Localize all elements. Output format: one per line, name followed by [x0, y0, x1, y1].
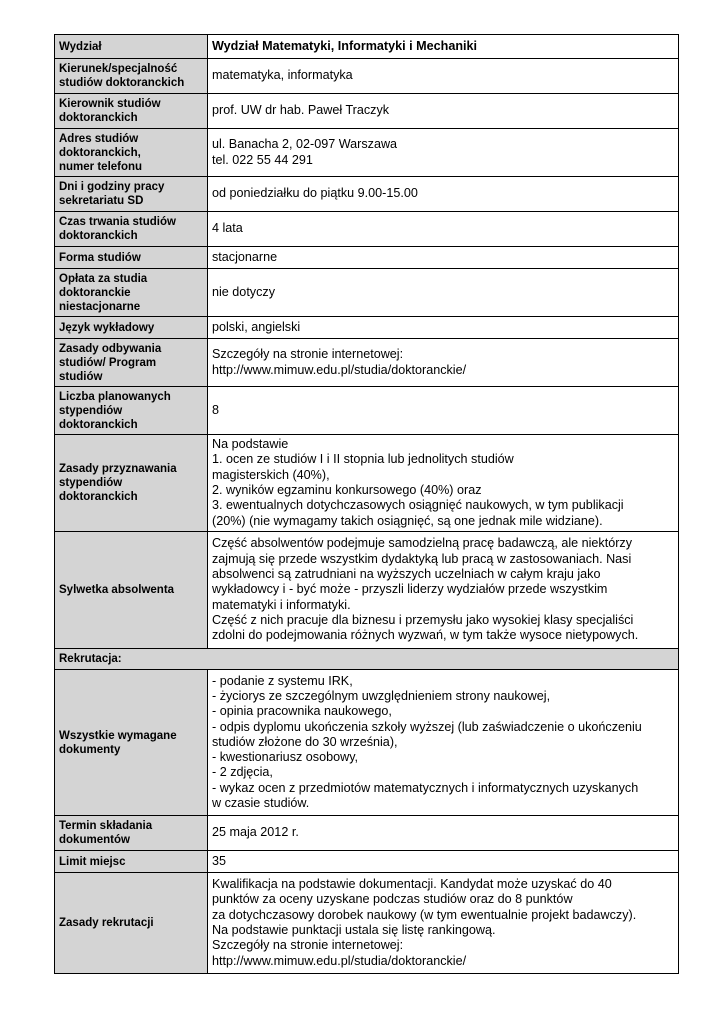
table-row-language	[55, 317, 679, 339]
row-value: nie dotyczy	[208, 269, 679, 317]
table-row-duration	[55, 212, 679, 247]
table-row-fee	[55, 269, 679, 317]
table-row-scholarship-rules	[55, 435, 679, 532]
row-label: Wszystkie wymagane dokumenty	[55, 670, 208, 816]
row-value: matematyka, informatyka	[208, 59, 679, 94]
section-header-recruitment: Rekrutacja:	[55, 649, 679, 670]
row-label: Liczba planowanych stypendiów doktoranckich	[55, 387, 208, 435]
row-label: Dni i godziny pracy sekretariatu SD	[55, 177, 208, 212]
row-value: 8	[208, 387, 679, 435]
doctoral-studies-info-table	[54, 34, 679, 974]
table-row-graduate-profile	[55, 532, 679, 649]
table-row-address	[55, 129, 679, 177]
table-row-recruitment-rules	[55, 873, 679, 974]
table-row-required-documents	[55, 670, 679, 816]
table-row-faculty	[55, 35, 679, 59]
row-label: Zasady odbywania studiów/ Program studiów	[55, 339, 208, 387]
row-value: 35	[208, 851, 679, 873]
row-value: Wydział Matematyki, Informatyki i Mechaniki	[208, 35, 679, 59]
row-label: Zasady przyznawania stypendiów doktoranckich	[55, 435, 208, 532]
row-value: ul. Banacha 2, 02-097 Warszawa tel. 022 55 44 291	[208, 129, 679, 177]
row-value: Kwalifikacja na podstawie dokumentacji. Kandydat może uzyskać do 40 punktów za oceny uzyskane podczas studiów oraz do 8 punktów za dotychczasowy dorobek naukowy (w tym ewentualnie projekt badawczy). Na podstawie punktacji ustala się listę rankingową. Szczegóły na stronie internetowej: http://www.mimuw.edu.pl/studia/doktoranckie/	[208, 873, 679, 974]
row-value: Szczegóły na stronie internetowej: http://www.mimuw.edu.pl/studia/doktoranckie/	[208, 339, 679, 387]
row-value: prof. UW dr hab. Paweł Traczyk	[208, 94, 679, 129]
table-section-header	[55, 649, 679, 670]
table-row-office-hours	[55, 177, 679, 212]
row-label: Czas trwania studiów doktoranckich	[55, 212, 208, 247]
row-label: Sylwetka absolwenta	[55, 532, 208, 649]
row-value: stacjonarne	[208, 247, 679, 269]
row-label: Język wykładowy	[55, 317, 208, 339]
row-value: 4 lata	[208, 212, 679, 247]
row-label: Termin składania dokumentów	[55, 816, 208, 851]
table-row-submission-deadline	[55, 816, 679, 851]
row-value: Część absolwentów podejmuje samodzielną pracę badawczą, ale niektórzy zajmują się przede wszystkim dydaktyką lub pracą w zastosowaniach. Nasi absolwenci są zatrudniani na wyższych uczelniach w całym kraju jako wykładowcy i - być może - przyszli liderzy wydziałów przede wszystkim matematyki i informatyki. Część z nich pracuje dla biznesu i przemysłu jako wysokiej klasy specjaliści zdolni do podejmowania różnych wyzwań, w tym także wysoce nietypowych.	[208, 532, 679, 649]
row-label: Opłata za studia doktoranckie niestacjonarne	[55, 269, 208, 317]
row-label: Adres studiów doktoranckich, numer telefonu	[55, 129, 208, 177]
table-row-study-form	[55, 247, 679, 269]
table-row-field-of-study	[55, 59, 679, 94]
row-value: od poniedziałku do piątku 9.00-15.00	[208, 177, 679, 212]
row-label: Limit miejsc	[55, 851, 208, 873]
row-value: polski, angielski	[208, 317, 679, 339]
row-label: Zasady rekrutacji	[55, 873, 208, 974]
row-value: 25 maja 2012 r.	[208, 816, 679, 851]
table-row-study-rules	[55, 339, 679, 387]
row-label: Kierownik studiów doktoranckich	[55, 94, 208, 129]
row-value: Na podstawie 1. ocen ze studiów I i II stopnia lub jednolitych studiów magisterskich (40%), 2. wyników egzaminu konkursowego (40%) oraz 3. ewentualnych dotychczasowych osiągnięć naukowych, w tym publikacji (20%) (nie wymagamy takich osiągnięć, są one jednak mile widziane).	[208, 435, 679, 532]
table-row-head-of-studies	[55, 94, 679, 129]
row-label: Wydział	[55, 35, 208, 59]
row-label: Kierunek/specjalność studiów doktoranckich	[55, 59, 208, 94]
table-row-place-limit	[55, 851, 679, 873]
table-row-scholarship-count	[55, 387, 679, 435]
row-label: Forma studiów	[55, 247, 208, 269]
row-value: - podanie z systemu IRK, - życiorys ze szczególnym uwzględnieniem strony naukowej, - opinia pracownika naukowego, - odpis dyplomu ukończenia szkoły wyższej (lub zaświadczenie o ukończeniu studiów złożone do 30 września), - kwestionariusz osobowy, - 2 zdjęcia, - wykaz ocen z przedmiotów matematycznych i informatycznych uzyskanych w czasie studiów.	[208, 670, 679, 816]
